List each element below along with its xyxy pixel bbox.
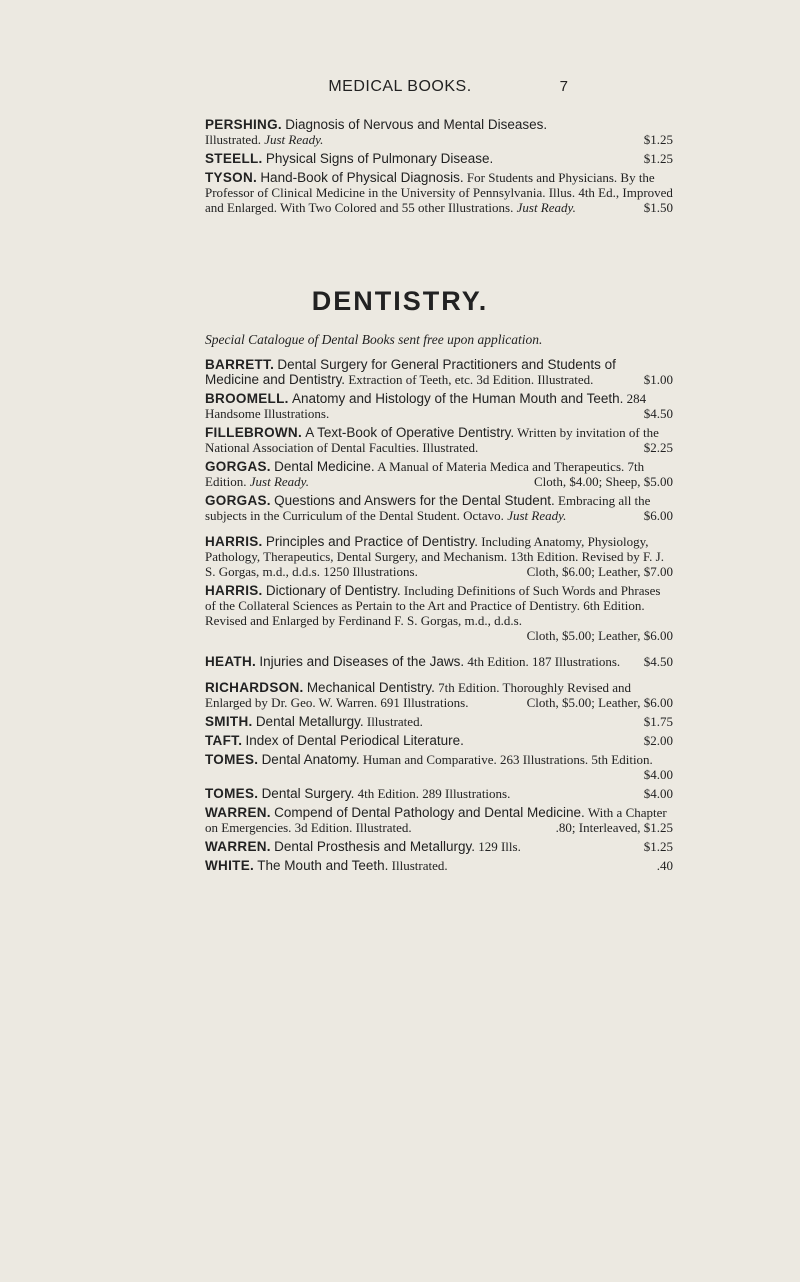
author: HEATH. bbox=[205, 654, 257, 669]
author: BARRETT. bbox=[205, 357, 275, 372]
book-entry bbox=[205, 839, 673, 854]
price: $2.00 bbox=[643, 733, 673, 748]
book-title: Dental Prosthesis and Metallurgy. bbox=[274, 839, 475, 854]
book-entry bbox=[205, 680, 673, 710]
availability: Just Ready. bbox=[264, 132, 324, 147]
author: WARREN. bbox=[205, 839, 271, 854]
book-detail: For Students and Physicians. By the Professor of Clinical Medicine in the University of Pennsylvania. Illus. 4th Ed., Improved and Enlarged. With Two Colored and 55 other Illustrations. bbox=[205, 170, 673, 215]
book-detail: With a Chapter on Emergencies. 3d Edition. Illustrated. bbox=[205, 805, 667, 835]
book-detail: Written by invitation of the National Association of Dental Faculties. Illustrated. bbox=[205, 425, 659, 455]
book-entry bbox=[205, 151, 673, 166]
author: RICHARDSON. bbox=[205, 680, 304, 695]
book-detail: Embracing all the subjects in the Curriculum of the Dental Student. Octavo. bbox=[205, 493, 651, 523]
book-title: Mechanical Dentistry. bbox=[306, 680, 435, 695]
book-detail: Illustrated. bbox=[391, 858, 448, 873]
running-title: MEDICAL BOOKS. bbox=[328, 78, 472, 95]
price: $6.00 bbox=[643, 508, 673, 523]
book-title: Injuries and Diseases of the Jaws. bbox=[259, 654, 465, 669]
book-detail: Including Anatomy, Physiology, Pathology, Therapeutics, Dental Surgery, and Mechanism. 13th Edition. Revised by F. J. S. Gorgas, m.d., d.d.s. 1250 Illustrations. bbox=[205, 534, 664, 579]
book-entry bbox=[205, 786, 673, 801]
book-entry bbox=[205, 583, 673, 643]
book-title: Principles and Practice of Dentistry. bbox=[265, 534, 478, 549]
price: $1.25 bbox=[643, 151, 673, 166]
price: Cloth, $4.00; Sheep, $5.00 bbox=[533, 474, 673, 489]
author: GORGAS. bbox=[205, 459, 271, 474]
price: Cloth, $5.00; Leather, $6.00 bbox=[526, 628, 673, 643]
book-detail: Extraction of Teeth, etc. 3d Edition. Illustrated. bbox=[348, 372, 594, 387]
book-title: Questions and Answers for the Dental Student. bbox=[274, 493, 555, 508]
book-title: Dental Surgery for General Practitioners and Students of Medicine and Dentistry. bbox=[205, 357, 616, 387]
author: TYSON. bbox=[205, 170, 258, 185]
book-title: A Text-Book of Operative Dentistry. bbox=[305, 425, 515, 440]
book-detail: 129 Ills. bbox=[478, 839, 521, 854]
section-heading: DENTISTRY. bbox=[311, 286, 489, 316]
book-entry bbox=[205, 117, 673, 147]
author: BROOMELL. bbox=[205, 391, 289, 406]
price: $4.50 bbox=[643, 406, 673, 421]
book-title: Anatomy and Histology of the Human Mouth and Teeth. bbox=[291, 391, 624, 406]
price: $1.25 bbox=[643, 839, 673, 854]
book-entry bbox=[205, 858, 673, 873]
book-title: Physical Signs of Pulmonary Disease. bbox=[265, 151, 494, 166]
book-title: Hand-Book of Physical Diagnosis. bbox=[260, 170, 464, 185]
book-title: The Mouth and Teeth. bbox=[257, 858, 389, 873]
author: TOMES. bbox=[205, 752, 259, 767]
price: $4.00 bbox=[643, 786, 673, 801]
book-entry bbox=[205, 391, 673, 421]
book-entry bbox=[205, 493, 673, 523]
book-entry bbox=[205, 357, 673, 387]
author: WARREN. bbox=[205, 805, 271, 820]
catalogue-note: Special Catalogue of Dental Books sent free upon application. bbox=[205, 332, 543, 347]
author: HARRIS. bbox=[205, 534, 263, 549]
book-detail: 7th Edition. Thoroughly Revised and Enlarged by Dr. Geo. W. Warren. 691 Illustrations. bbox=[205, 680, 632, 710]
availability: Just Ready. bbox=[249, 474, 309, 489]
book-detail: 4th Edition. 187 Illustrations. bbox=[467, 654, 621, 669]
book-title: Dental Metallurgy. bbox=[255, 714, 364, 729]
availability: Just Ready. bbox=[516, 200, 576, 215]
author: TAFT. bbox=[205, 733, 243, 748]
book-detail: Including Definitions of Such Words and Phrases of the Collateral Sciences as Pertain to the Art and Practice of Dentistry. 6th Edition. Revised and Enlarged by Ferdinand F. S. Gorgas, m.d., d.d.s. bbox=[205, 583, 661, 628]
author: STEELL. bbox=[205, 151, 263, 166]
author: WHITE. bbox=[205, 858, 255, 873]
book-entry bbox=[205, 733, 673, 748]
book-title: Dental Surgery. bbox=[261, 786, 355, 801]
book-title: Dental Anatomy. bbox=[261, 752, 360, 767]
author: TOMES. bbox=[205, 786, 259, 801]
price: $2.25 bbox=[643, 440, 673, 455]
author: FILLEBROWN. bbox=[205, 425, 303, 440]
price: Cloth, $6.00; Leather, $7.00 bbox=[526, 564, 673, 579]
book-entry bbox=[205, 534, 673, 579]
price: $4.00 bbox=[643, 767, 673, 782]
book-detail: Illustrated. bbox=[366, 714, 423, 729]
book-entry bbox=[205, 170, 673, 215]
book-entry bbox=[205, 714, 673, 729]
book-entry bbox=[205, 425, 673, 455]
book-entry bbox=[205, 752, 673, 782]
book-detail: 4th Edition. 289 Illustrations. bbox=[357, 786, 511, 801]
availability: Just Ready. bbox=[507, 508, 567, 523]
book-title: Diagnosis of Nervous and Mental Diseases. bbox=[285, 117, 548, 132]
book-detail: A Manual of Materia Medica and Therapeutics. 7th Edition. bbox=[205, 459, 645, 489]
author: HARRIS. bbox=[205, 583, 263, 598]
book-title: Compend of Dental Pathology and Dental Medicine. bbox=[274, 805, 585, 820]
book-title: Dictionary of Dentistry. bbox=[265, 583, 401, 598]
top-entry-list bbox=[205, 117, 673, 219]
author: GORGAS. bbox=[205, 493, 271, 508]
price: $1.50 bbox=[643, 200, 673, 215]
dentistry-entry-list bbox=[205, 357, 673, 877]
book-entry bbox=[205, 459, 673, 489]
price: .40 bbox=[656, 858, 673, 873]
price: Cloth, $5.00; Leather, $6.00 bbox=[526, 695, 673, 710]
price: $1.75 bbox=[643, 714, 673, 729]
book-detail: Illustrated. bbox=[205, 132, 261, 147]
author: SMITH. bbox=[205, 714, 253, 729]
price: $1.00 bbox=[643, 372, 673, 387]
running-head bbox=[0, 78, 800, 100]
price: $1.25 bbox=[643, 132, 673, 147]
price: $4.50 bbox=[643, 654, 673, 669]
price: .80; Interleaved, $1.25 bbox=[555, 820, 673, 835]
book-detail: 284 Handsome Illustrations. bbox=[205, 391, 647, 421]
book-title: Index of Dental Periodical Literature. bbox=[245, 733, 464, 748]
author: PERSHING. bbox=[205, 117, 282, 132]
book-entry bbox=[205, 654, 673, 669]
book-title: Dental Medicine. bbox=[274, 459, 375, 474]
book-entry bbox=[205, 805, 673, 835]
book-detail: Human and Comparative. 263 Illustrations. 5th Edition. bbox=[362, 752, 653, 767]
page-number: 7 bbox=[559, 78, 568, 95]
